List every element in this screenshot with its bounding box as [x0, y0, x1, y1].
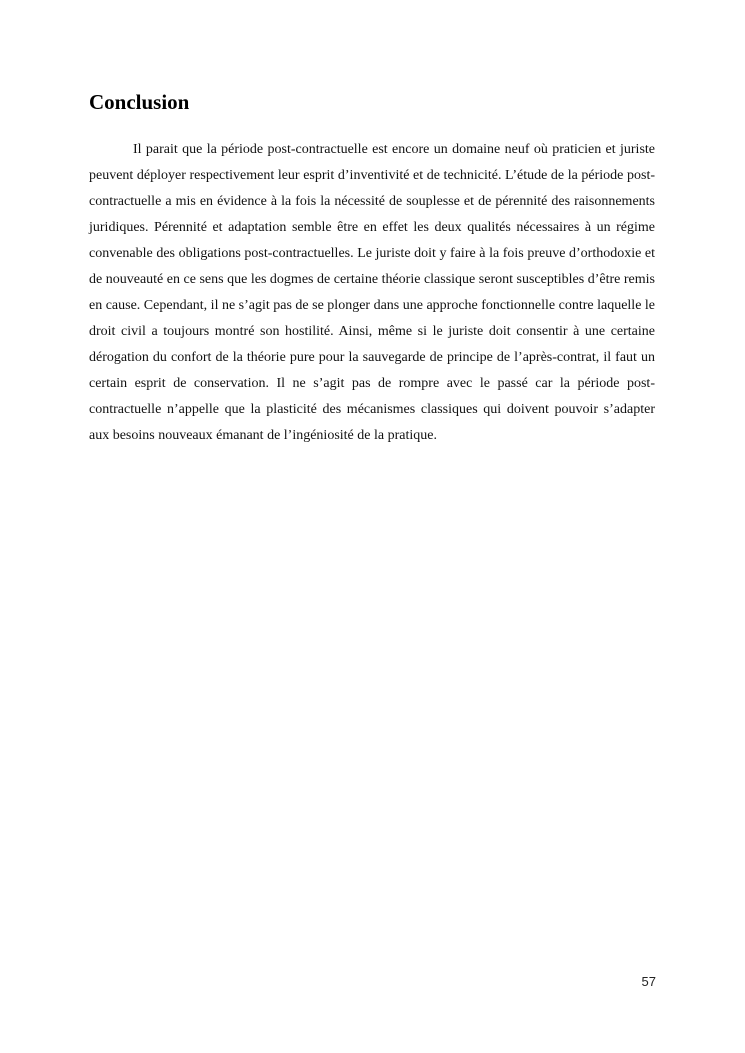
section-heading: Conclusion: [89, 90, 190, 114]
conclusion-paragraph: Il parait que la période post-contractuelle est encore un domaine neuf où praticien et juriste peuvent déployer respectivement leur esprit d’inventivité et de technicité. L’étude de la période post-contractuelle a mis en évidence à la fois la nécessité de souplesse et de pérennité des raisonnements juridiques. Pérennité et adaptation semble être en effet les deux qualités nécessaires à un régime convenable des obligations post-contractuelles. Le juriste doit y faire à la fois preuve d’orthodoxie et de nouveauté en ce sens que les dogmes de certaine théorie classique seront susceptibles d’être remis en cause. Cependant, il ne s’agit pas de se plonger dans une approche fonctionnelle contre laquelle le droit civil a toujours montré son hostilité. Ainsi, même si le juriste doit consentir à une certaine dérogation du confort de la théorie pure pour la sauvegarde de principe de l’après-contrat, il faut un certain esprit de conservation. Il ne s’agit pas de rompre avec le passé car la période post-contractuelle n’appelle que la plasticité des mécanismes classiques qui doivent pouvoir s’adapter aux besoins nouveaux émanant de l’ingéniosité de la pratique.: [89, 142, 656, 443]
page-number: 57: [641, 974, 656, 989]
